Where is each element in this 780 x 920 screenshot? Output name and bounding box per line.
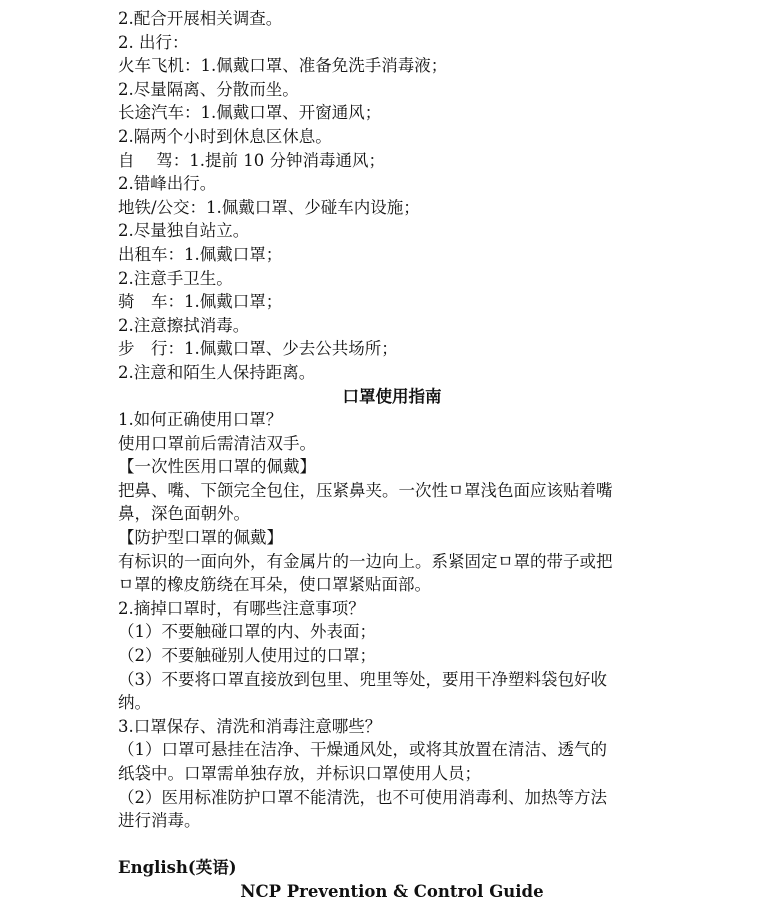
text-line: 2.尽量隔离、分散而坐。 [118, 79, 299, 99]
text-line: 骑 车：1.佩戴口罩； [118, 292, 283, 312]
text-line: 2.摘掉口罩时，有哪些注意事项？ [118, 598, 365, 618]
text-line: 2.尽量独自站立。 [118, 221, 250, 241]
text-line: 长途汽车：1.佩戴口罩、开窗通风； [118, 103, 382, 123]
text-line: 进行消毒。 [118, 811, 201, 831]
text-line: 把鼻、嘴、下颌完全包住，压紧鼻夹。一次性ㅁ罩浅色面应该贴着嘴 [118, 480, 613, 500]
text-line: 有标识的一面向外，有金属片的一边向上。系紧固定ㅁ罩的带子或把 [118, 551, 613, 571]
document-page [118, 7, 666, 904]
text-line: 使用口罩前后需清洁双手。 [118, 433, 316, 453]
text-line: ㅁ罩的橡皮筋绕在耳朵，使口罩紧贴面部。 [118, 575, 431, 595]
english-title: NCP Prevention & Control Guide [240, 881, 544, 901]
text-line: 2.注意和陌生人保持距离。 [118, 362, 316, 382]
text-line: 2. 出行： [118, 32, 189, 52]
text-line: （1）口罩可悬挂在洁净、干燥通风处，或将其放置在清洁、透气的 [118, 740, 607, 760]
text-line: 【防护型口罩的佩戴】 [118, 528, 283, 548]
language-label: English(英语) [118, 858, 237, 878]
text-line: 自 驾：1.提前 10 分钟消毒通风； [118, 150, 385, 170]
text-line: 3.口罩保存、清洗和消毒注意哪些？ [118, 716, 382, 736]
text-line: 纳。 [118, 693, 151, 713]
travel-section [118, 7, 666, 385]
text-line: 2.注意擦拭消毒。 [118, 315, 250, 335]
text-line: （3）不要将口罩直接放到包里、兜里等处，要用干净塑料袋包好收 [118, 669, 607, 689]
text-line: 1.如何正确使用口罩？ [118, 410, 283, 430]
text-line: 出租车：1.佩戴口罩； [118, 244, 283, 264]
text-line: 步 行：1.佩戴口罩、少去公共场所； [118, 339, 398, 359]
text-line: 纸袋中。口罩需单独存放，并标识口罩使用人员； [118, 764, 481, 783]
text-line: （1）不要触碰口罩的内、外表面； [118, 622, 376, 642]
mask-guide-section [118, 385, 666, 833]
text-line: 鼻，深色面朝外。 [118, 504, 250, 524]
english-section [118, 856, 666, 903]
text-line: 2.配合开展相关调查。 [118, 9, 283, 28]
text-line: 火车飞机：1.佩戴口罩、准备免洗手消毒液； [118, 56, 448, 76]
blank-line [118, 833, 666, 857]
section-heading: 口罩使用指南 [342, 386, 442, 406]
text-line: 2.错峰出行。 [118, 174, 217, 194]
text-line: 【一次性医用口罩的佩戴】 [118, 457, 316, 477]
text-line: 2.注意手卫生。 [118, 268, 233, 288]
text-line: 2.隔两个小时到休息区休息。 [118, 126, 332, 146]
text-line: （2）医用标准防护口罩不能清洗，也不可使用消毒利、加热等方法 [118, 787, 607, 807]
text-line: （2）不要触碰别人使用过的口罩； [118, 646, 376, 666]
text-line: 地铁/公交：1.佩戴口罩、少碰车内设施； [118, 197, 420, 217]
